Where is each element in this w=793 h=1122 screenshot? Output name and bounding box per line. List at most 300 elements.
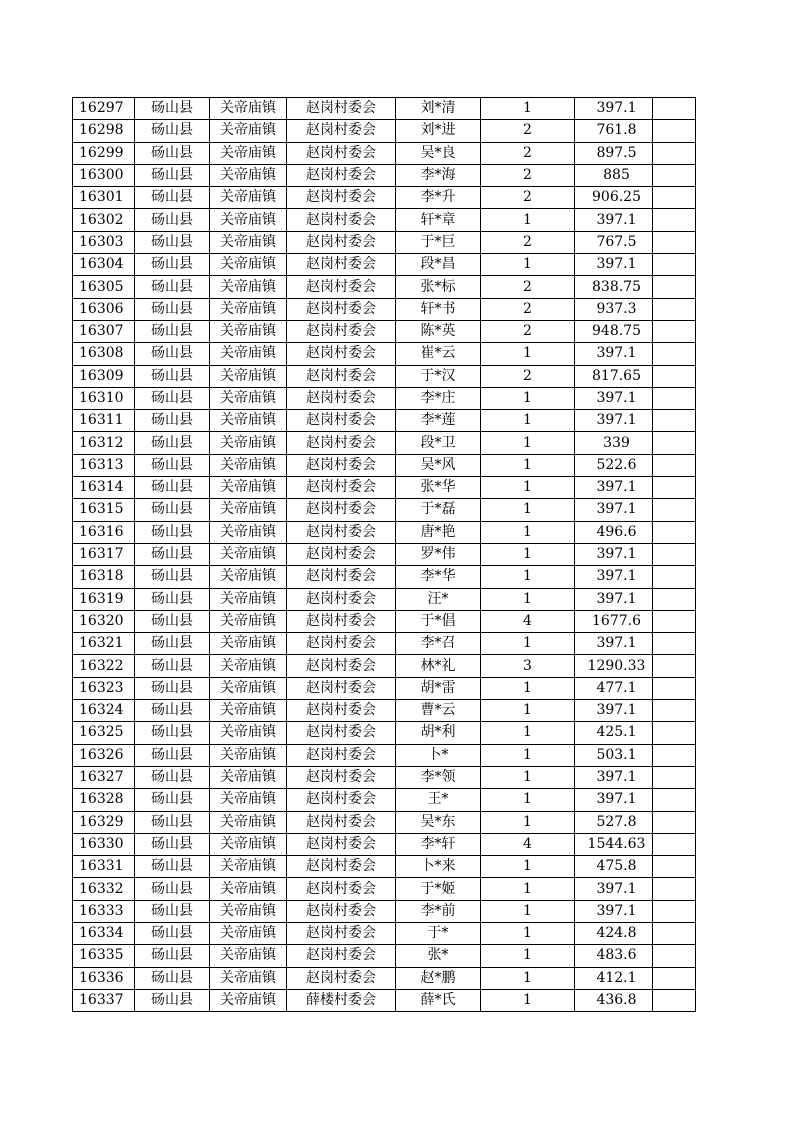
row-id-cell: 16332 — [73, 878, 135, 900]
name-cell: 陈*英 — [396, 320, 481, 342]
table-row — [73, 588, 696, 610]
town-cell: 关帝庙镇 — [210, 365, 287, 387]
table-row — [73, 945, 696, 967]
table-row — [73, 365, 696, 387]
table-row — [73, 633, 696, 655]
village-cell: 赵岗村委会 — [287, 811, 396, 833]
village-cell: 赵岗村委会 — [287, 209, 396, 231]
row-id-cell: 16324 — [73, 700, 135, 722]
note-cell — [653, 878, 696, 900]
table-body — [73, 98, 696, 1012]
county-cell: 砀山县 — [135, 187, 210, 209]
amount-cell: 838.75 — [575, 276, 653, 298]
table-row — [73, 499, 696, 521]
town-cell: 关帝庙镇 — [210, 477, 287, 499]
table-row — [73, 989, 696, 1011]
note-cell — [653, 900, 696, 922]
amount-cell: 767.5 — [575, 231, 653, 253]
village-cell: 赵岗村委会 — [287, 98, 396, 120]
name-cell: 李*轩 — [396, 833, 481, 855]
town-cell: 关帝庙镇 — [210, 922, 287, 944]
count-cell: 2 — [481, 298, 575, 320]
row-id-cell: 16326 — [73, 744, 135, 766]
village-cell: 赵岗村委会 — [287, 543, 396, 565]
amount-cell: 522.6 — [575, 454, 653, 476]
note-cell — [653, 811, 696, 833]
table-row — [73, 276, 696, 298]
row-id-cell: 16329 — [73, 811, 135, 833]
count-cell: 1 — [481, 878, 575, 900]
table-row — [73, 410, 696, 432]
county-cell: 砀山县 — [135, 477, 210, 499]
village-cell: 赵岗村委会 — [287, 521, 396, 543]
row-id-cell: 16337 — [73, 989, 135, 1011]
town-cell: 关帝庙镇 — [210, 209, 287, 231]
amount-cell: 1544.63 — [575, 833, 653, 855]
note-cell — [653, 432, 696, 454]
county-cell: 砀山县 — [135, 298, 210, 320]
amount-cell: 477.1 — [575, 677, 653, 699]
note-cell — [653, 343, 696, 365]
village-cell: 赵岗村委会 — [287, 833, 396, 855]
county-cell: 砀山县 — [135, 387, 210, 409]
count-cell: 1 — [481, 922, 575, 944]
county-cell: 砀山县 — [135, 922, 210, 944]
count-cell: 1 — [481, 209, 575, 231]
county-cell: 砀山县 — [135, 878, 210, 900]
count-cell: 1 — [481, 989, 575, 1011]
county-cell: 砀山县 — [135, 231, 210, 253]
county-cell: 砀山县 — [135, 543, 210, 565]
row-id-cell: 16311 — [73, 410, 135, 432]
county-cell: 砀山县 — [135, 722, 210, 744]
note-cell — [653, 744, 696, 766]
name-cell: 胡*雷 — [396, 677, 481, 699]
note-cell — [653, 98, 696, 120]
amount-cell: 948.75 — [575, 320, 653, 342]
count-cell: 1 — [481, 432, 575, 454]
name-cell: 唐*艳 — [396, 521, 481, 543]
name-cell: 林*礼 — [396, 655, 481, 677]
county-cell: 砀山县 — [135, 343, 210, 365]
amount-cell: 412.1 — [575, 967, 653, 989]
county-cell: 砀山县 — [135, 833, 210, 855]
county-cell: 砀山县 — [135, 766, 210, 788]
table-row — [73, 320, 696, 342]
table-row — [73, 231, 696, 253]
note-cell — [653, 967, 696, 989]
table-row — [73, 209, 696, 231]
table-row — [73, 967, 696, 989]
name-cell: 于*巨 — [396, 231, 481, 253]
note-cell — [653, 922, 696, 944]
name-cell: 段*昌 — [396, 254, 481, 276]
row-id-cell: 16334 — [73, 922, 135, 944]
note-cell — [653, 231, 696, 253]
amount-cell: 937.3 — [575, 298, 653, 320]
name-cell: 刘*清 — [396, 98, 481, 120]
amount-cell: 397.1 — [575, 343, 653, 365]
county-cell: 砀山县 — [135, 566, 210, 588]
name-cell: 吴*东 — [396, 811, 481, 833]
town-cell: 关帝庙镇 — [210, 766, 287, 788]
county-cell: 砀山县 — [135, 432, 210, 454]
amount-cell: 397.1 — [575, 410, 653, 432]
name-cell: 李*华 — [396, 566, 481, 588]
amount-cell: 397.1 — [575, 254, 653, 276]
count-cell: 2 — [481, 142, 575, 164]
row-id-cell: 16321 — [73, 633, 135, 655]
town-cell: 关帝庙镇 — [210, 878, 287, 900]
town-cell: 关帝庙镇 — [210, 387, 287, 409]
row-id-cell: 16306 — [73, 298, 135, 320]
village-cell: 赵岗村委会 — [287, 254, 396, 276]
table-row — [73, 120, 696, 142]
amount-cell: 397.1 — [575, 543, 653, 565]
name-cell: 赵*鹏 — [396, 967, 481, 989]
row-id-cell: 16302 — [73, 209, 135, 231]
note-cell — [653, 298, 696, 320]
row-id-cell: 16333 — [73, 900, 135, 922]
county-cell: 砀山县 — [135, 945, 210, 967]
amount-cell: 817.65 — [575, 365, 653, 387]
amount-cell: 436.8 — [575, 989, 653, 1011]
amount-cell: 397.1 — [575, 588, 653, 610]
amount-cell: 483.6 — [575, 945, 653, 967]
name-cell: 胡*利 — [396, 722, 481, 744]
table-row — [73, 298, 696, 320]
village-cell: 赵岗村委会 — [287, 677, 396, 699]
name-cell: 卜* — [396, 744, 481, 766]
note-cell — [653, 454, 696, 476]
village-cell: 赵岗村委会 — [287, 164, 396, 186]
village-cell: 赵岗村委会 — [287, 655, 396, 677]
count-cell: 1 — [481, 454, 575, 476]
note-cell — [653, 499, 696, 521]
town-cell: 关帝庙镇 — [210, 945, 287, 967]
count-cell: 1 — [481, 700, 575, 722]
count-cell: 2 — [481, 365, 575, 387]
village-cell: 赵岗村委会 — [287, 856, 396, 878]
table-row — [73, 454, 696, 476]
county-cell: 砀山县 — [135, 856, 210, 878]
village-cell: 赵岗村委会 — [287, 700, 396, 722]
table-row — [73, 900, 696, 922]
amount-cell: 397.1 — [575, 209, 653, 231]
row-id-cell: 16308 — [73, 343, 135, 365]
village-cell: 赵岗村委会 — [287, 432, 396, 454]
row-id-cell: 16316 — [73, 521, 135, 543]
note-cell — [653, 164, 696, 186]
count-cell: 1 — [481, 900, 575, 922]
count-cell: 2 — [481, 187, 575, 209]
row-id-cell: 16319 — [73, 588, 135, 610]
county-cell: 砀山县 — [135, 209, 210, 231]
amount-cell: 397.1 — [575, 766, 653, 788]
village-cell: 赵岗村委会 — [287, 410, 396, 432]
row-id-cell: 16320 — [73, 610, 135, 632]
count-cell: 1 — [481, 499, 575, 521]
count-cell: 1 — [481, 744, 575, 766]
name-cell: 薛*氏 — [396, 989, 481, 1011]
town-cell: 关帝庙镇 — [210, 856, 287, 878]
town-cell: 关帝庙镇 — [210, 254, 287, 276]
county-cell: 砀山县 — [135, 454, 210, 476]
row-id-cell: 16331 — [73, 856, 135, 878]
row-id-cell: 16318 — [73, 566, 135, 588]
row-id-cell: 16299 — [73, 142, 135, 164]
count-cell: 1 — [481, 343, 575, 365]
town-cell: 关帝庙镇 — [210, 164, 287, 186]
amount-cell: 397.1 — [575, 387, 653, 409]
table-row — [73, 878, 696, 900]
amount-cell: 397.1 — [575, 566, 653, 588]
table-row — [73, 387, 696, 409]
name-cell: 李*海 — [396, 164, 481, 186]
town-cell: 关帝庙镇 — [210, 588, 287, 610]
town-cell: 关帝庙镇 — [210, 633, 287, 655]
note-cell — [653, 588, 696, 610]
amount-cell: 475.8 — [575, 856, 653, 878]
count-cell: 1 — [481, 856, 575, 878]
village-cell: 赵岗村委会 — [287, 343, 396, 365]
village-cell: 赵岗村委会 — [287, 633, 396, 655]
note-cell — [653, 120, 696, 142]
county-cell: 砀山县 — [135, 811, 210, 833]
county-cell: 砀山县 — [135, 365, 210, 387]
row-id-cell: 16325 — [73, 722, 135, 744]
town-cell: 关帝庙镇 — [210, 700, 287, 722]
county-cell: 砀山县 — [135, 744, 210, 766]
name-cell: 卜*来 — [396, 856, 481, 878]
county-cell: 砀山县 — [135, 789, 210, 811]
row-id-cell: 16304 — [73, 254, 135, 276]
row-id-cell: 16328 — [73, 789, 135, 811]
amount-cell: 339 — [575, 432, 653, 454]
table-row — [73, 477, 696, 499]
town-cell: 关帝庙镇 — [210, 276, 287, 298]
amount-cell: 425.1 — [575, 722, 653, 744]
count-cell: 2 — [481, 276, 575, 298]
village-cell: 赵岗村委会 — [287, 187, 396, 209]
note-cell — [653, 722, 696, 744]
name-cell: 王* — [396, 789, 481, 811]
note-cell — [653, 410, 696, 432]
county-cell: 砀山县 — [135, 700, 210, 722]
note-cell — [653, 209, 696, 231]
note-cell — [653, 543, 696, 565]
village-cell: 赵岗村委会 — [287, 231, 396, 253]
table-row — [73, 254, 696, 276]
amount-cell: 397.1 — [575, 878, 653, 900]
town-cell: 关帝庙镇 — [210, 811, 287, 833]
name-cell: 于*磊 — [396, 499, 481, 521]
table-row — [73, 789, 696, 811]
row-id-cell: 16303 — [73, 231, 135, 253]
count-cell: 1 — [481, 387, 575, 409]
table-row — [73, 833, 696, 855]
name-cell: 于*姬 — [396, 878, 481, 900]
row-id-cell: 16298 — [73, 120, 135, 142]
county-cell: 砀山县 — [135, 677, 210, 699]
table-row — [73, 744, 696, 766]
village-cell: 赵岗村委会 — [287, 766, 396, 788]
row-id-cell: 16307 — [73, 320, 135, 342]
village-cell: 赵岗村委会 — [287, 320, 396, 342]
table-row — [73, 432, 696, 454]
table-row — [73, 142, 696, 164]
row-id-cell: 16305 — [73, 276, 135, 298]
note-cell — [653, 187, 696, 209]
town-cell: 关帝庙镇 — [210, 120, 287, 142]
town-cell: 关帝庙镇 — [210, 967, 287, 989]
note-cell — [653, 320, 696, 342]
town-cell: 关帝庙镇 — [210, 410, 287, 432]
amount-cell: 897.5 — [575, 142, 653, 164]
village-cell: 赵岗村委会 — [287, 499, 396, 521]
name-cell: 吴*风 — [396, 454, 481, 476]
note-cell — [653, 766, 696, 788]
row-id-cell: 16313 — [73, 454, 135, 476]
name-cell: 刘*进 — [396, 120, 481, 142]
town-cell: 关帝庙镇 — [210, 543, 287, 565]
row-id-cell: 16297 — [73, 98, 135, 120]
village-cell: 赵岗村委会 — [287, 566, 396, 588]
amount-cell: 424.8 — [575, 922, 653, 944]
name-cell: 李*庄 — [396, 387, 481, 409]
note-cell — [653, 276, 696, 298]
name-cell: 于* — [396, 922, 481, 944]
count-cell: 2 — [481, 120, 575, 142]
note-cell — [653, 700, 696, 722]
village-cell: 赵岗村委会 — [287, 722, 396, 744]
town-cell: 关帝庙镇 — [210, 499, 287, 521]
county-cell: 砀山县 — [135, 142, 210, 164]
village-cell: 赵岗村委会 — [287, 900, 396, 922]
row-id-cell: 16315 — [73, 499, 135, 521]
town-cell: 关帝庙镇 — [210, 432, 287, 454]
name-cell: 罗*伟 — [396, 543, 481, 565]
note-cell — [653, 387, 696, 409]
table-row — [73, 610, 696, 632]
row-id-cell: 16314 — [73, 477, 135, 499]
village-cell: 赵岗村委会 — [287, 967, 396, 989]
county-cell: 砀山县 — [135, 410, 210, 432]
count-cell: 1 — [481, 967, 575, 989]
county-cell: 砀山县 — [135, 120, 210, 142]
village-cell: 赵岗村委会 — [287, 120, 396, 142]
table-row — [73, 655, 696, 677]
row-id-cell: 16312 — [73, 432, 135, 454]
count-cell: 1 — [481, 521, 575, 543]
amount-cell: 397.1 — [575, 900, 653, 922]
table-row — [73, 343, 696, 365]
row-id-cell: 16330 — [73, 833, 135, 855]
name-cell: 张* — [396, 945, 481, 967]
county-cell: 砀山县 — [135, 655, 210, 677]
village-cell: 赵岗村委会 — [287, 610, 396, 632]
amount-cell: 1677.6 — [575, 610, 653, 632]
county-cell: 砀山县 — [135, 989, 210, 1011]
count-cell: 3 — [481, 655, 575, 677]
table-row — [73, 98, 696, 120]
count-cell: 1 — [481, 789, 575, 811]
amount-cell: 885 — [575, 164, 653, 186]
amount-cell: 397.1 — [575, 633, 653, 655]
county-cell: 砀山县 — [135, 98, 210, 120]
county-cell: 砀山县 — [135, 588, 210, 610]
town-cell: 关帝庙镇 — [210, 320, 287, 342]
note-cell — [653, 142, 696, 164]
amount-cell: 906.25 — [575, 187, 653, 209]
table-row — [73, 722, 696, 744]
county-cell: 砀山县 — [135, 967, 210, 989]
count-cell: 4 — [481, 833, 575, 855]
amount-cell: 503.1 — [575, 744, 653, 766]
count-cell: 2 — [481, 320, 575, 342]
table-row — [73, 566, 696, 588]
count-cell: 1 — [481, 566, 575, 588]
amount-cell: 397.1 — [575, 499, 653, 521]
village-cell: 赵岗村委会 — [287, 142, 396, 164]
row-id-cell: 16309 — [73, 365, 135, 387]
row-id-cell: 16310 — [73, 387, 135, 409]
note-cell — [653, 677, 696, 699]
row-id-cell: 16300 — [73, 164, 135, 186]
town-cell: 关帝庙镇 — [210, 98, 287, 120]
town-cell: 关帝庙镇 — [210, 722, 287, 744]
name-cell: 吴*良 — [396, 142, 481, 164]
table-row — [73, 856, 696, 878]
town-cell: 关帝庙镇 — [210, 989, 287, 1011]
village-cell: 赵岗村委会 — [287, 298, 396, 320]
count-cell: 1 — [481, 588, 575, 610]
table-row — [73, 677, 696, 699]
town-cell: 关帝庙镇 — [210, 187, 287, 209]
note-cell — [653, 633, 696, 655]
amount-cell: 397.1 — [575, 477, 653, 499]
town-cell: 关帝庙镇 — [210, 521, 287, 543]
village-cell: 赵岗村委会 — [287, 789, 396, 811]
village-cell: 赵岗村委会 — [287, 477, 396, 499]
name-cell: 于*汉 — [396, 365, 481, 387]
village-cell: 赵岗村委会 — [287, 365, 396, 387]
town-cell: 关帝庙镇 — [210, 142, 287, 164]
note-cell — [653, 833, 696, 855]
name-cell: 李*莲 — [396, 410, 481, 432]
town-cell: 关帝庙镇 — [210, 900, 287, 922]
name-cell: 段*卫 — [396, 432, 481, 454]
county-cell: 砀山县 — [135, 610, 210, 632]
county-cell: 砀山县 — [135, 900, 210, 922]
name-cell: 张*标 — [396, 276, 481, 298]
count-cell: 1 — [481, 98, 575, 120]
name-cell: 汪* — [396, 588, 481, 610]
row-id-cell: 16327 — [73, 766, 135, 788]
village-cell: 赵岗村委会 — [287, 878, 396, 900]
village-cell: 赵岗村委会 — [287, 276, 396, 298]
table-row — [73, 811, 696, 833]
note-cell — [653, 521, 696, 543]
village-cell: 赵岗村委会 — [287, 588, 396, 610]
town-cell: 关帝庙镇 — [210, 655, 287, 677]
count-cell: 1 — [481, 254, 575, 276]
town-cell: 关帝庙镇 — [210, 789, 287, 811]
data-table — [72, 97, 696, 1012]
county-cell: 砀山县 — [135, 633, 210, 655]
amount-cell: 397.1 — [575, 700, 653, 722]
name-cell: 李*前 — [396, 900, 481, 922]
